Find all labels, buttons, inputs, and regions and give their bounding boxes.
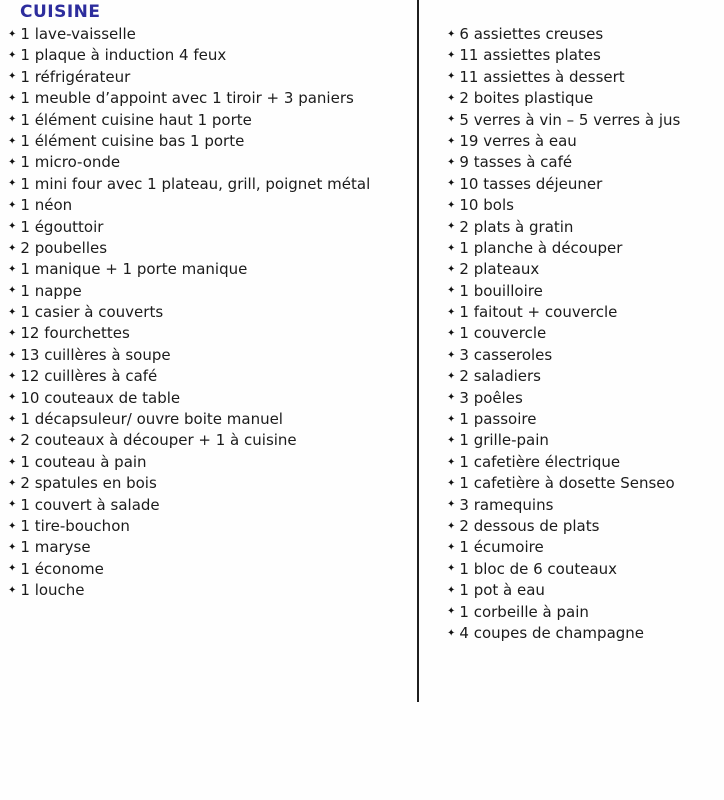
diamond-bullet-icon: ✦ bbox=[447, 263, 456, 275]
item-label: 1 mini four avec 1 plateau, grill, poignet métal bbox=[20, 174, 371, 193]
list-item bbox=[8, 388, 408, 409]
list-item bbox=[447, 238, 719, 259]
list-item bbox=[8, 174, 408, 195]
diamond-bullet-icon: ✦ bbox=[8, 499, 17, 511]
item-label: 1 couteau à pain bbox=[20, 452, 147, 471]
diamond-bullet-icon: ✦ bbox=[447, 157, 456, 169]
list-item bbox=[8, 559, 408, 580]
list-item bbox=[447, 452, 719, 473]
diamond-bullet-icon: ✦ bbox=[8, 413, 17, 425]
item-label: 3 poêles bbox=[459, 388, 523, 407]
diamond-bullet-icon: ✦ bbox=[8, 71, 17, 83]
list-item bbox=[8, 152, 408, 173]
list-item bbox=[447, 516, 719, 537]
list-item bbox=[8, 45, 408, 66]
item-label: 1 réfrigérateur bbox=[20, 67, 131, 86]
item-label: 1 corbeille à pain bbox=[459, 602, 589, 621]
diamond-bullet-icon: ✦ bbox=[8, 114, 17, 126]
list-item bbox=[447, 559, 719, 580]
item-label: 1 cafetière électrique bbox=[459, 452, 621, 471]
list-item bbox=[447, 409, 719, 430]
diamond-bullet-icon: ✦ bbox=[8, 328, 17, 340]
list-item bbox=[8, 259, 408, 280]
list-item bbox=[447, 88, 719, 109]
list-item bbox=[8, 323, 408, 344]
item-label: 2 poubelles bbox=[20, 238, 108, 257]
diamond-bullet-icon: ✦ bbox=[447, 499, 456, 511]
list-item bbox=[8, 495, 408, 516]
list-item bbox=[8, 302, 408, 323]
item-label: 1 décapsuleur/ ouvre boite manuel bbox=[20, 410, 283, 429]
diamond-bullet-icon: ✦ bbox=[8, 392, 17, 404]
item-label: 2 dessous de plats bbox=[459, 516, 600, 535]
item-label: 1 meuble d’appoint avec 1 tiroir + 3 paniers bbox=[20, 89, 354, 108]
list-item bbox=[8, 345, 408, 366]
item-label: 1 plaque à induction 4 feux bbox=[20, 46, 227, 65]
list-item bbox=[447, 580, 719, 601]
item-label: 3 ramequins bbox=[459, 495, 554, 514]
diamond-bullet-icon: ✦ bbox=[447, 392, 456, 404]
list-item bbox=[447, 345, 719, 366]
diamond-bullet-icon: ✦ bbox=[447, 456, 456, 468]
item-label: 2 saladiers bbox=[459, 367, 541, 386]
item-label: 2 spatules en bois bbox=[20, 474, 157, 493]
column-divider-line bbox=[417, 0, 419, 702]
list-item bbox=[8, 195, 408, 216]
list-item bbox=[8, 366, 408, 387]
item-label: 1 planche à découper bbox=[459, 238, 623, 257]
diamond-bullet-icon: ✦ bbox=[447, 349, 456, 361]
list-item bbox=[447, 473, 719, 494]
diamond-bullet-icon: ✦ bbox=[8, 92, 17, 104]
list-item bbox=[8, 452, 408, 473]
item-label: 9 tasses à café bbox=[459, 153, 573, 172]
item-label: 3 casseroles bbox=[459, 345, 553, 364]
item-label: 1 louche bbox=[20, 581, 85, 600]
item-label: 6 assiettes creuses bbox=[459, 25, 604, 43]
list-item bbox=[8, 88, 408, 109]
list-item bbox=[447, 495, 719, 516]
diamond-bullet-icon: ✦ bbox=[447, 135, 456, 147]
diamond-bullet-icon: ✦ bbox=[447, 306, 456, 318]
item-label: 1 écumoire bbox=[459, 538, 544, 557]
list-item bbox=[447, 67, 719, 88]
item-label: 1 élément cuisine haut 1 porte bbox=[20, 110, 252, 129]
diamond-bullet-icon: ✦ bbox=[447, 71, 456, 83]
diamond-bullet-icon: ✦ bbox=[8, 477, 17, 489]
item-label: 2 plats à gratin bbox=[459, 217, 574, 236]
item-label: 1 couvert à salade bbox=[20, 495, 160, 514]
diamond-bullet-icon: ✦ bbox=[447, 477, 456, 489]
diamond-bullet-icon: ✦ bbox=[8, 242, 17, 254]
diamond-bullet-icon: ✦ bbox=[447, 285, 456, 297]
item-label: 12 cuillères à café bbox=[20, 367, 158, 386]
diamond-bullet-icon: ✦ bbox=[447, 370, 456, 382]
list-item bbox=[447, 323, 719, 344]
diamond-bullet-icon: ✦ bbox=[447, 28, 456, 40]
item-label: 10 bols bbox=[459, 196, 514, 215]
item-label: 1 bouilloire bbox=[459, 281, 543, 300]
diamond-bullet-icon: ✦ bbox=[447, 242, 456, 254]
diamond-bullet-icon: ✦ bbox=[8, 221, 17, 233]
item-label: 1 manique + 1 porte manique bbox=[20, 260, 248, 279]
list-item bbox=[8, 430, 408, 451]
diamond-bullet-icon: ✦ bbox=[8, 542, 17, 554]
diamond-bullet-icon: ✦ bbox=[447, 50, 456, 62]
diamond-bullet-icon: ✦ bbox=[8, 199, 17, 211]
diamond-bullet-icon: ✦ bbox=[447, 563, 456, 575]
item-label: 1 maryse bbox=[20, 538, 91, 557]
diamond-bullet-icon: ✦ bbox=[8, 456, 17, 468]
item-label: 5 verres à vin – 5 verres à jus bbox=[459, 110, 681, 129]
diamond-bullet-icon: ✦ bbox=[447, 178, 456, 190]
diamond-bullet-icon: ✦ bbox=[8, 349, 17, 361]
list-item bbox=[447, 259, 719, 280]
item-label: 10 tasses déjeuner bbox=[459, 174, 603, 193]
item-label: 1 bloc de 6 couteaux bbox=[459, 559, 618, 578]
diamond-bullet-icon: ✦ bbox=[447, 221, 456, 233]
list-item bbox=[447, 388, 719, 409]
diamond-bullet-icon: ✦ bbox=[8, 135, 17, 147]
list-item bbox=[447, 537, 719, 558]
diamond-bullet-icon: ✦ bbox=[8, 285, 17, 297]
item-label: 2 plateaux bbox=[459, 260, 540, 279]
list-item bbox=[447, 602, 719, 623]
list-item bbox=[447, 217, 719, 238]
item-label: 19 verres à eau bbox=[459, 131, 577, 150]
diamond-bullet-icon: ✦ bbox=[8, 563, 17, 575]
list-item bbox=[8, 131, 408, 152]
item-label: 1 faitout + couvercle bbox=[459, 303, 618, 322]
diamond-bullet-icon: ✦ bbox=[8, 178, 17, 190]
list-item bbox=[447, 623, 719, 644]
diamond-bullet-icon: ✦ bbox=[8, 28, 17, 40]
diamond-bullet-icon: ✦ bbox=[8, 157, 17, 169]
item-label: 1 couvercle bbox=[459, 324, 547, 343]
item-label: 1 économe bbox=[20, 559, 104, 578]
list-item bbox=[447, 302, 719, 323]
list-item bbox=[447, 366, 719, 387]
page-title: CUISINE bbox=[20, 2, 101, 22]
diamond-bullet-icon: ✦ bbox=[447, 606, 456, 618]
list-item bbox=[8, 473, 408, 494]
item-label: 11 assiettes plates bbox=[459, 46, 601, 65]
list-item bbox=[8, 110, 408, 131]
diamond-bullet-icon: ✦ bbox=[447, 92, 456, 104]
diamond-bullet-icon: ✦ bbox=[447, 627, 456, 639]
item-label: 12 fourchettes bbox=[20, 324, 130, 343]
item-label: 4 coupes de champagne bbox=[459, 623, 645, 642]
item-label: 1 passoire bbox=[459, 410, 537, 429]
inventory-column-right bbox=[447, 24, 719, 644]
list-item bbox=[8, 537, 408, 558]
diamond-bullet-icon: ✦ bbox=[447, 199, 456, 211]
list-item bbox=[447, 195, 719, 216]
item-label: 2 couteaux à découper + 1 à cuisine bbox=[20, 431, 297, 450]
diamond-bullet-icon: ✦ bbox=[8, 263, 17, 275]
diamond-bullet-icon: ✦ bbox=[8, 370, 17, 382]
diamond-bullet-icon: ✦ bbox=[447, 520, 456, 532]
item-label: 2 boites plastique bbox=[459, 89, 594, 108]
item-label: 1 lave-vaisselle bbox=[20, 25, 136, 43]
item-label: 1 nappe bbox=[20, 281, 82, 300]
list-item bbox=[8, 238, 408, 259]
diamond-bullet-icon: ✦ bbox=[8, 584, 17, 596]
list-item bbox=[447, 152, 719, 173]
list-item bbox=[447, 110, 719, 131]
list-item bbox=[8, 281, 408, 302]
item-label: 1 tire-bouchon bbox=[20, 516, 130, 535]
item-label: 1 grille-pain bbox=[459, 431, 549, 450]
item-label: 1 pot à eau bbox=[459, 581, 545, 600]
list-item bbox=[447, 45, 719, 66]
list-item bbox=[8, 24, 408, 45]
inventory-column-left bbox=[8, 24, 408, 602]
list-item bbox=[447, 281, 719, 302]
diamond-bullet-icon: ✦ bbox=[447, 584, 456, 596]
diamond-bullet-icon: ✦ bbox=[447, 413, 456, 425]
item-label: 1 égouttoir bbox=[20, 217, 104, 236]
diamond-bullet-icon: ✦ bbox=[447, 435, 456, 447]
item-label: 1 néon bbox=[20, 196, 73, 215]
diamond-bullet-icon: ✦ bbox=[447, 542, 456, 554]
list-item bbox=[447, 430, 719, 451]
item-label: 1 micro-onde bbox=[20, 153, 121, 172]
item-label: 13 cuillères à soupe bbox=[20, 345, 171, 364]
list-item bbox=[8, 409, 408, 430]
diamond-bullet-icon: ✦ bbox=[8, 306, 17, 318]
diamond-bullet-icon: ✦ bbox=[8, 50, 17, 62]
item-label: 1 cafetière à dosette Senseo bbox=[459, 474, 675, 493]
list-item bbox=[8, 580, 408, 601]
item-label: 10 couteaux de table bbox=[20, 388, 181, 407]
list-item bbox=[8, 217, 408, 238]
diamond-bullet-icon: ✦ bbox=[8, 435, 17, 447]
list-item bbox=[8, 67, 408, 88]
item-label: 1 élément cuisine bas 1 porte bbox=[20, 131, 245, 150]
list-item bbox=[447, 24, 719, 45]
diamond-bullet-icon: ✦ bbox=[8, 520, 17, 532]
list-item bbox=[447, 174, 719, 195]
list-item bbox=[447, 131, 719, 152]
diamond-bullet-icon: ✦ bbox=[447, 114, 456, 126]
diamond-bullet-icon: ✦ bbox=[447, 328, 456, 340]
item-label: 11 assiettes à dessert bbox=[459, 67, 625, 86]
item-label: 1 casier à couverts bbox=[20, 303, 164, 322]
list-item bbox=[8, 516, 408, 537]
